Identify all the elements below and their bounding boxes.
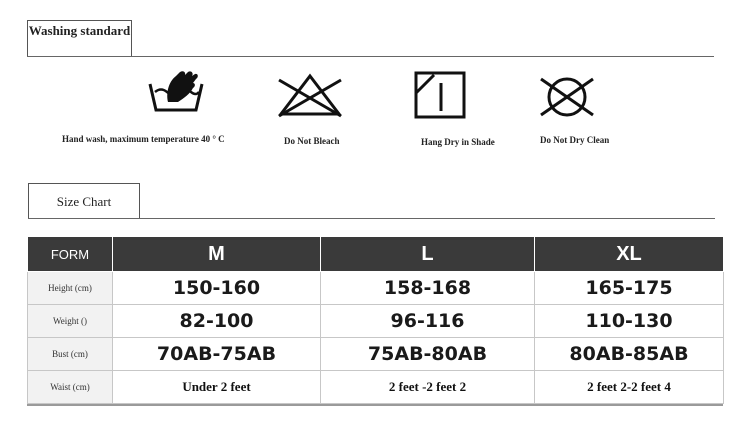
waist-l: 2 feet -2 feet 2: [321, 371, 535, 404]
header-size-l: L: [321, 237, 535, 272]
height-l: 158-168: [321, 272, 535, 305]
do-not-bleach-label: Do Not Bleach: [284, 136, 340, 146]
hand-wash-icon: [146, 66, 206, 112]
waist-xl: 2 feet 2-2 feet 4: [535, 371, 724, 404]
header-form: FORM: [28, 237, 113, 272]
hang-dry-in-shade-icon: [414, 71, 466, 119]
bust-xl: 80AB-85AB: [535, 338, 724, 371]
row-label-bust: Bust (cm): [28, 338, 113, 371]
row-label-weight: Weight (): [28, 305, 113, 338]
size-table: [27, 236, 724, 404]
do-not-dry-clean-icon: [538, 75, 596, 119]
do-not-dry-clean-label: Do Not Dry Clean: [540, 135, 610, 145]
table-row: [28, 371, 724, 404]
row-label-height: Height (cm): [28, 272, 113, 305]
hang-dry-in-shade-label: Hang Dry in Shade: [421, 137, 495, 147]
row-label-waist: Waist (cm): [28, 371, 113, 404]
header-size-m: M: [113, 237, 321, 272]
table-row: [28, 272, 724, 305]
hand-wash-label: Hand wash, maximum temperature 40 ° C: [62, 134, 225, 144]
weight-xl: 110-130: [535, 305, 724, 338]
size-chart-divider: [28, 218, 715, 219]
size-table-header-row: [28, 237, 724, 272]
size-chart-title: Size Chart: [28, 183, 140, 219]
washing-divider: [27, 56, 714, 57]
weight-l: 96-116: [321, 305, 535, 338]
washing-standard-title: Washing standard: [27, 20, 132, 57]
do-not-bleach-icon: [276, 72, 344, 118]
table-row: [28, 338, 724, 371]
bust-l: 75AB-80AB: [321, 338, 535, 371]
height-xl: 165-175: [535, 272, 724, 305]
bust-m: 70AB-75AB: [113, 338, 321, 371]
height-m: 150-160: [113, 272, 321, 305]
waist-m: Under 2 feet: [113, 371, 321, 404]
header-size-xl: XL: [535, 237, 724, 272]
weight-m: 82-100: [113, 305, 321, 338]
table-bottom-border: [27, 404, 723, 406]
table-row: [28, 305, 724, 338]
